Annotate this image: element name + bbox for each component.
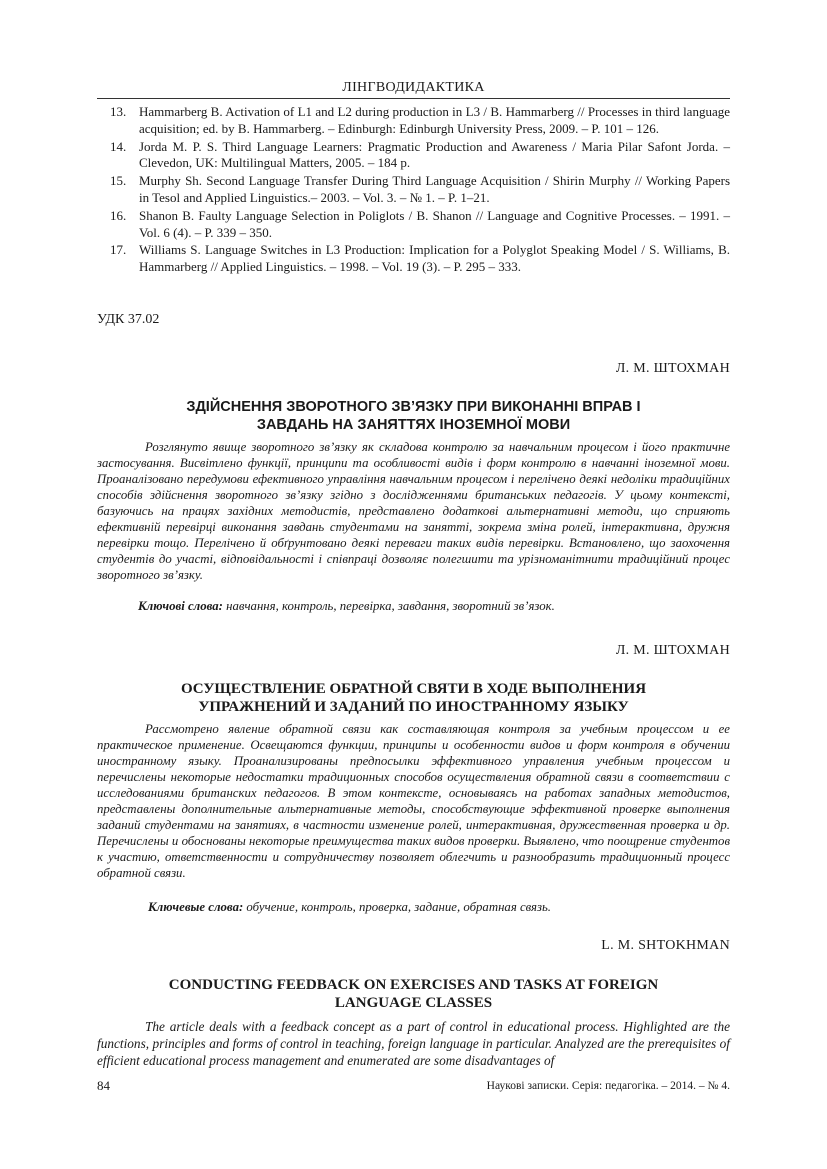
title-russian — [97, 680, 730, 716]
reference-item — [97, 104, 730, 138]
keywords-text: обучение, контроль, проверка, задание, обратная связь. — [243, 900, 551, 914]
journal-footer: Наукові записки. Серія: педагогіка. – 2014. – № 4. — [486, 1080, 730, 1092]
author-english: L. M. SHTOKHMAN — [601, 938, 730, 953]
page-number: 84 — [97, 1078, 110, 1093]
reference-list — [97, 104, 730, 277]
keywords-russian — [97, 900, 730, 915]
reference-number: 15. — [110, 173, 127, 189]
keywords-text: навчання, контроль, перевірка, завдання, зворотний зв’язок. — [222, 599, 555, 613]
keywords-ukrainian — [97, 599, 730, 614]
reference-item — [97, 173, 730, 207]
title-line: LANGUAGE CLASSES — [334, 995, 493, 1011]
author-ukrainian: Л. М. ШТОХМАН — [615, 361, 730, 376]
reference-text: Murphy Sh. Second Language Transfer During Third Language Acquisition / Shirin Murphy // Working Papers in Tesol and Applied Linguistics.– 2003. – Vol. 3. – № 1. – P. 1–21. — [139, 173, 730, 205]
reference-number: 16. — [110, 207, 127, 223]
abstract-russian — [97, 721, 730, 881]
reference-text: Williams S. Language Switches in L3 Production: Implication for a Polyglot Speaking Model / S. Williams, B. Hammarberg // Applied Linguistics. – 1998. – Vol. 19 (3). – P. 295 – 333. — [139, 242, 730, 275]
reference-number: 17. — [110, 242, 127, 258]
title-ukrainian — [97, 398, 730, 434]
running-header: ЛІНГВОДИДАКТИКА — [342, 80, 485, 95]
udc-code: УДК 37.02 — [97, 312, 160, 327]
header-rule — [97, 98, 730, 99]
abstract-text: Розглянуто явище зворотного зв’язку як складова контролю за навчальним процесом і його практичне застосування. Висвітлено функції, принципи та особливості видів і форм контролю в навчанні іноземної мови. Проаналізовано передумови ефективного управління навчальним процесом і перелічено деякі недоліки традиційних способів здійснення зворотного зв’язку згідно з дослідженнями британських педагогів. У цьому контексті, базуючись на працях західних методистів, представлено додаткові альтернативні методи, що сприяють ефективній перевірці виконання завдань студентами на занятті, зокрема зміна ролей, інтерактивна, дружня перевірки тощо. Перелічено й обґрунтовано деякі переваги таких видів перевірки. Встановлено, що заохочення студентів до участі, відповідальності і співпраці дозволяє полегшити та урізноманітнити традиційний процес зворотного зв’язку. — [97, 440, 730, 582]
reference-text: Shanon B. Faulty Language Selection in Poliglots / B. Shanon // Language and Cognitive Processes. – 1991. – Vol. 6 (4). – P. 339 – 350. — [139, 207, 730, 240]
title-english — [97, 976, 730, 1012]
reference-item — [97, 208, 730, 242]
reference-number: 13. — [110, 104, 127, 119]
reference-number: 14. — [110, 138, 127, 154]
reference-text: Jorda M. P. S. Third Language Learners: Pragmatic Production and Awareness / Maria Pilar Safont Jorda. – Clevedon, UK: Multilingual Matters, 2005. – 184 p. — [139, 138, 730, 171]
abstract-english — [97, 1018, 730, 1069]
reference-text: Hammarberg B. Activation of L1 and L2 during production in L3 / B. Hammarberg // Processes in third language acquisition; ed. by B. Hammarberg. – Edinburgh: Edinburgh University Press, 2009. – P. 101 – 126. — [139, 104, 730, 136]
abstract-text: Рассмотрено явление обратной связи как составляющая контроля за учебным процессом и ее практическое применение. Освещаются функции, принципы и особенности видов и форм контроля в обучении иностранному языку. Проанализированы предпосылки эффективного управления учебным процессом и перечислены некоторые недостатки традиционных способов осуществления обратной связи в соответствии с исследованиями британских педагогов. В этом контексте, основываясь на работах западных методистов, представлены дополнительные альтернативные методы, способствующие эффективной проверке выполнения заданий студентами на занятиях, в частности изменение ролей, интерактивная, дружественная проверка и др. Перечислены и обоснованы некоторые преимущества таких видов проверки. Выявлено, что поощрение студентов к участию, ответственности и сотрудничеству позволяет облегчить и разнообразить традиционный процесс обратной связи. — [97, 722, 730, 880]
keywords-label: Ключові слова: — [138, 599, 223, 613]
reference-item — [97, 242, 730, 276]
title-line: CONDUCTING FEEDBACK ON EXERCISES AND TASKS AT FOREIGN — [168, 977, 659, 993]
title-line: УПРАЖНЕНИЙ И ЗАДАНИЙ ПО ИНОСТРАННОМУ ЯЗЫКУ — [198, 699, 629, 715]
abstract-ukrainian — [97, 439, 730, 583]
author-russian: Л. М. ШТОХМАН — [615, 643, 730, 658]
abstract-text: The article deals with a feedback concept as a part of control in educational process. Highlighted are the functions, principles and forms of control in teaching, foreign language in particular. Analyzed are the prerequisites of efficient educational process management and enumerated are some disadvantages of — [97, 1019, 730, 1068]
title-line: ЗДІЙСНЕННЯ ЗВОРОТНОГО ЗВ’ЯЗКУ ПРИ ВИКОНАННІ ВПРАВ І — [186, 399, 641, 415]
reference-item — [97, 139, 730, 173]
title-line: ОСУЩЕСТВЛЕНИЕ ОБРАТНОЙ СВЯТИ В ХОДЕ ВЫПОЛНЕНИЯ — [180, 681, 647, 697]
keywords-label: Ключевые слова: — [148, 900, 244, 914]
title-line: ЗАВДАНЬ НА ЗАНЯТТЯХ ІНОЗЕМНОЇ МОВИ — [256, 417, 571, 433]
